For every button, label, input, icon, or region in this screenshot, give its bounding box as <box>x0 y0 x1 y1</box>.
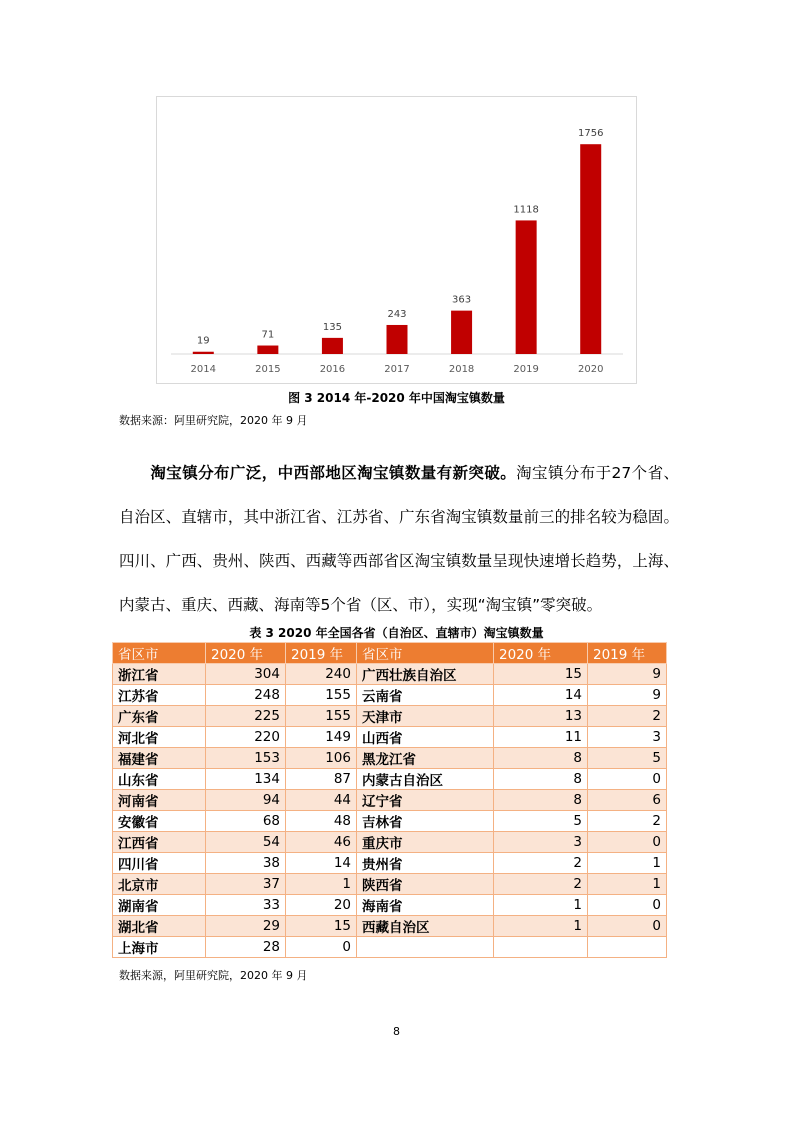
value-2020-left: 38 <box>206 853 286 874</box>
province-left: 浙江省 <box>113 664 206 685</box>
table-row <box>113 916 667 937</box>
province-right: 云南省 <box>357 685 494 706</box>
table-row <box>113 685 667 706</box>
value-2020-right: 1 <box>494 895 588 916</box>
table-row <box>113 790 667 811</box>
province-right: 广西壮族自治区 <box>357 664 494 685</box>
value-2019-left: 240 <box>286 664 357 685</box>
header-2020-right: 2020 年 <box>494 643 588 664</box>
province-right: 内蒙古自治区 <box>357 769 494 790</box>
province-right: 天津市 <box>357 706 494 727</box>
value-2019-left: 87 <box>286 769 357 790</box>
province-left: 河南省 <box>113 790 206 811</box>
table-header-row <box>113 643 667 664</box>
province-left: 广东省 <box>113 706 206 727</box>
table-source: 数据来源，阿里研究院，2020 年 9 月 <box>119 969 308 982</box>
province-left: 四川省 <box>113 853 206 874</box>
x-tick-label-2016: 2016 <box>319 364 346 375</box>
table-row <box>113 937 667 958</box>
province-right: 山西省 <box>357 727 494 748</box>
bar-chart-svg <box>157 97 636 383</box>
table-row <box>113 748 667 769</box>
body-paragraph <box>119 451 679 627</box>
value-2019-left: 155 <box>286 706 357 727</box>
value-2020-left: 248 <box>206 685 286 706</box>
value-2019-right: 0 <box>588 895 667 916</box>
province-left: 湖南省 <box>113 895 206 916</box>
value-2019-left: 15 <box>286 916 357 937</box>
province-left: 山东省 <box>113 769 206 790</box>
table-row <box>113 706 667 727</box>
table-caption: 表 3 2020 年全国各省（自治区、直辖市）淘宝镇数量 <box>249 626 544 640</box>
value-2020-right: 14 <box>494 685 588 706</box>
value-2020-right: 2 <box>494 874 588 895</box>
province-right: 西藏自治区 <box>357 916 494 937</box>
value-2020-left: 54 <box>206 832 286 853</box>
value-2020-right: 2 <box>494 853 588 874</box>
value-2019-left: 14 <box>286 853 357 874</box>
bar-2016 <box>322 338 343 354</box>
province-left: 河北省 <box>113 727 206 748</box>
bar-2019 <box>516 220 537 354</box>
value-2019-right: 3 <box>588 727 667 748</box>
value-2020-right <box>494 937 588 958</box>
value-2019-right: 6 <box>588 790 667 811</box>
value-2019-left: 46 <box>286 832 357 853</box>
data-label-2017: 243 <box>387 308 407 320</box>
bar-2015 <box>257 346 278 354</box>
value-2020-left: 94 <box>206 790 286 811</box>
page-number: 8 <box>393 1025 400 1038</box>
value-2019-left: 44 <box>286 790 357 811</box>
province-left: 上海市 <box>113 937 206 958</box>
province-left: 江西省 <box>113 832 206 853</box>
value-2020-right: 8 <box>494 748 588 769</box>
province-right: 贵州省 <box>357 853 494 874</box>
province-left: 北京市 <box>113 874 206 895</box>
figure-caption: 图 3 2014 年-2020 年中国淘宝镇数量 <box>288 391 505 405</box>
province-left: 湖北省 <box>113 916 206 937</box>
header-province-left: 省区市 <box>113 643 206 664</box>
table-row <box>113 727 667 748</box>
province-right <box>357 937 494 958</box>
figure-source: 数据来源：阿里研究院，2020 年 9 月 <box>119 414 308 427</box>
value-2019-left: 1 <box>286 874 357 895</box>
value-2020-left: 220 <box>206 727 286 748</box>
header-2019-right: 2019 年 <box>588 643 667 664</box>
value-2020-right: 11 <box>494 727 588 748</box>
x-tick-label-2015: 2015 <box>255 364 281 375</box>
province-left: 福建省 <box>113 748 206 769</box>
province-right: 海南省 <box>357 895 494 916</box>
table-row <box>113 769 667 790</box>
header-2020-left: 2020 年 <box>206 643 286 664</box>
value-2019-left: 106 <box>286 748 357 769</box>
data-label-2016: 135 <box>322 321 342 333</box>
province-right: 重庆市 <box>357 832 494 853</box>
x-tick-label-2018: 2018 <box>448 364 475 375</box>
value-2020-left: 304 <box>206 664 286 685</box>
bar-chart <box>156 96 637 384</box>
table-body <box>113 664 667 958</box>
value-2019-left: 0 <box>286 937 357 958</box>
value-2020-left: 68 <box>206 811 286 832</box>
value-2019-right: 0 <box>588 916 667 937</box>
bar-2017 <box>387 325 408 354</box>
province-left: 安徽省 <box>113 811 206 832</box>
value-2020-left: 134 <box>206 769 286 790</box>
value-2019-left: 149 <box>286 727 357 748</box>
value-2020-left: 37 <box>206 874 286 895</box>
paragraph-body: 淘宝镇分布于27个省、自治区、直辖市，其中浙江省、江苏省、广东省淘宝镇数量前三的排名较为稳固。四川、广西、贵州、陕西、西藏等西部省区淘宝镇数量呈现快速增长趋势，上海、内蒙古、重庆、西藏、海南等5个省（区、市），实现“淘宝镇”零突破。 <box>119 464 679 614</box>
data-label-2019: 1118 <box>513 204 539 216</box>
header-2019-left: 2019 年 <box>286 643 357 664</box>
x-tick-label-2014: 2014 <box>190 364 217 375</box>
bar-2018 <box>451 311 472 354</box>
province-right: 黑龙江省 <box>357 748 494 769</box>
province-left: 江苏省 <box>113 685 206 706</box>
value-2020-right: 8 <box>494 769 588 790</box>
data-label-2015: 71 <box>261 329 275 341</box>
value-2020-right: 15 <box>494 664 588 685</box>
value-2019-left: 155 <box>286 685 357 706</box>
value-2019-left: 48 <box>286 811 357 832</box>
province-table <box>112 642 667 958</box>
province-right: 吉林省 <box>357 811 494 832</box>
value-2019-right: 5 <box>588 748 667 769</box>
value-2020-right: 5 <box>494 811 588 832</box>
table-row <box>113 895 667 916</box>
value-2019-right: 0 <box>588 832 667 853</box>
value-2020-right: 1 <box>494 916 588 937</box>
value-2020-left: 153 <box>206 748 286 769</box>
x-tick-label-2017: 2017 <box>384 364 410 375</box>
x-tick-label-2020: 2020 <box>577 364 604 375</box>
table-row <box>113 853 667 874</box>
value-2019-left: 20 <box>286 895 357 916</box>
province-right: 辽宁省 <box>357 790 494 811</box>
data-label-2014: 19 <box>196 335 210 347</box>
x-tick-label-2019: 2019 <box>513 364 539 375</box>
value-2020-right: 3 <box>494 832 588 853</box>
data-label-2020: 1756 <box>577 128 604 140</box>
bar-2014 <box>193 352 214 354</box>
table-row <box>113 664 667 685</box>
value-2020-left: 225 <box>206 706 286 727</box>
province-right: 陕西省 <box>357 874 494 895</box>
value-2019-right <box>588 937 667 958</box>
value-2019-right: 9 <box>588 685 667 706</box>
value-2020-left: 33 <box>206 895 286 916</box>
header-province-right: 省区市 <box>357 643 494 664</box>
table-row <box>113 832 667 853</box>
value-2020-right: 8 <box>494 790 588 811</box>
value-2020-left: 29 <box>206 916 286 937</box>
table-row <box>113 811 667 832</box>
data-label-2018: 363 <box>452 294 472 306</box>
value-2019-right: 9 <box>588 664 667 685</box>
paragraph-lead: 淘宝镇分布广泛，中西部地区淘宝镇数量有新突破。 <box>150 464 517 482</box>
value-2019-right: 1 <box>588 853 667 874</box>
table-row <box>113 874 667 895</box>
value-2019-right: 1 <box>588 874 667 895</box>
value-2019-right: 2 <box>588 706 667 727</box>
value-2019-right: 0 <box>588 769 667 790</box>
value-2020-right: 13 <box>494 706 588 727</box>
bar-2020 <box>580 144 601 354</box>
value-2020-left: 28 <box>206 937 286 958</box>
value-2019-right: 2 <box>588 811 667 832</box>
